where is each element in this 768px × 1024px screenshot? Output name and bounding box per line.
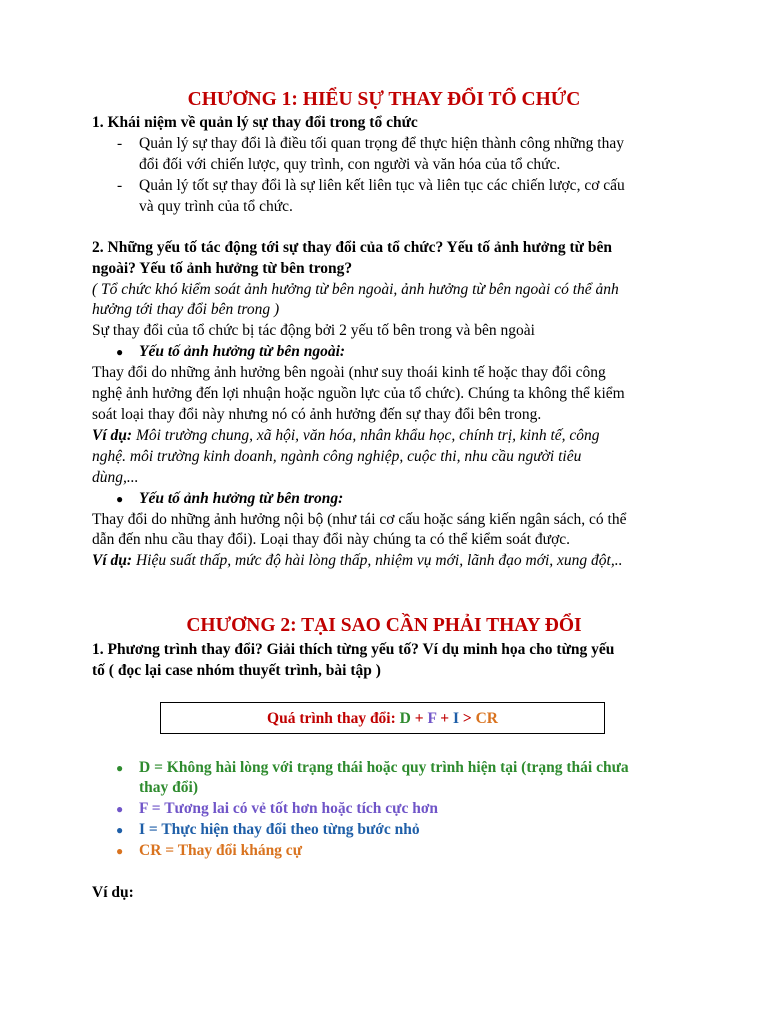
factor-d-line1: D = Không hài lòng với trạng thái hoặc quy trình hiện tại (trạng thái chưa xyxy=(139,759,629,776)
ch1-q2-intro: Sự thay đổi của tổ chức bị tác động bởi 2 yếu tố bên trong và bên ngoài xyxy=(92,322,535,339)
example-label: Ví dụ: xyxy=(92,552,133,569)
internal-example-line xyxy=(92,551,622,571)
formula-label: Quá trình thay đổi: xyxy=(267,710,400,727)
ch1-q2-note-line1: ( Tổ chức khó kiểm soát ảnh hưởng từ bên ngoài, ảnh hưởng từ bên ngoài có thể ảnh xyxy=(92,281,619,298)
ch2-example-label: Ví dụ: xyxy=(92,884,134,901)
example-label: Ví dụ: xyxy=(92,427,133,444)
ch1-q2-note-line2: hưởng tới thay đổi bên trong ) xyxy=(92,301,280,318)
ch1-q1-item1-line1: Quản lý sự thay đổi là điều tối quan trọng để thực hiện thành công những thay xyxy=(139,135,624,152)
internal-body-line2: dẫn đến nhu cầu thay đổi). Loại thay đổi này chúng ta có thể kiểm soát được. xyxy=(92,531,571,548)
internal-example-text: Hiệu suất thấp, mức độ hài lòng thấp, nhiệm vụ mới, lãnh đạo mới, xung đột,.. xyxy=(132,552,623,569)
dash-marker: - xyxy=(117,177,123,194)
formula-gt: > xyxy=(459,710,476,727)
chapter-1-title: CHƯƠNG 1: HIỂU SỰ THAY ĐỔI TỔ CHỨC xyxy=(187,89,581,110)
external-body-line3: soát loại thay đổi này nhưng nó có ảnh hưởng đến sự thay đổi bên trong. xyxy=(92,406,542,423)
factor-d-line2: thay đổi) xyxy=(139,779,198,796)
chapter-2-title: CHƯƠNG 2: TẠI SAO CẦN PHẢI THAY ĐỔI xyxy=(186,615,582,636)
internal-body-line1: Thay đổi do những ảnh hưởng nội bộ (như tái cơ cấu hoặc sáng kiến ngân sách, có thể xyxy=(92,511,627,528)
factor-f: F = Tương lai có vẻ tốt hơn hoặc tích cực hơn xyxy=(139,800,439,817)
formula-cr: CR xyxy=(475,710,498,727)
ch2-q1-heading-line2: tố ( đọc lại case nhóm thuyết trình, bài tập ) xyxy=(92,662,381,679)
internal-factor-label: Yếu tố ảnh hưởng từ bên trong: xyxy=(139,490,344,507)
ch2-q1-heading-line1: 1. Phương trình thay đổi? Giải thích từng yếu tố? Ví dụ minh họa cho từng yếu xyxy=(92,641,615,658)
formula-d: D xyxy=(399,710,411,727)
bullet-icon: ● xyxy=(116,823,124,837)
bullet-icon: ● xyxy=(116,492,124,506)
factor-i: I = Thực hiện thay đổi theo từng bước nhỏ xyxy=(139,821,420,838)
formula-i: I xyxy=(452,710,459,727)
external-example-line3: dùng,... xyxy=(92,469,139,486)
ch1-q2-heading-line2: ngoài? Yếu tố ảnh hưởng từ bên trong? xyxy=(92,260,353,277)
external-example-line1 xyxy=(92,426,600,446)
ch1-q1-heading: 1. Khái niệm về quản lý sự thay đổi trong tổ chức xyxy=(92,114,418,131)
ch1-q2-heading-line1: 2. Những yếu tố tác động tới sự thay đổi của tổ chức? Yếu tố ảnh hưởng từ bên xyxy=(92,239,612,256)
external-example-line2: nghệ. môi trường kinh doanh, ngành công nghiệp, cuộc thi, nhu cầu người tiêu xyxy=(92,448,582,465)
formula-plus: + xyxy=(436,710,453,727)
ch1-q1-item2-line2: và quy trình của tổ chức. xyxy=(139,198,293,215)
factor-cr: CR = Thay đổi kháng cự xyxy=(139,842,302,859)
bullet-icon: ● xyxy=(116,345,124,359)
formula-f: F xyxy=(427,710,437,727)
formula-plus: + xyxy=(410,710,428,727)
formula-box xyxy=(160,702,605,734)
bullet-icon: ● xyxy=(116,761,124,775)
ch1-q1-item2-line1: Quản lý tốt sự thay đổi là sự liên kết liên tục và liên tục các chiến lược, cơ cấu xyxy=(139,177,625,194)
bullet-icon: ● xyxy=(116,802,124,816)
external-body-line1: Thay đổi do những ảnh hưởng bên ngoài (như suy thoái kinh tế hoặc thay đổi công xyxy=(92,364,606,381)
external-body-line2: nghệ ảnh hưởng đến lợi nhuận hoặc nguồn lực của tổ chức). Chúng ta không thể kiểm xyxy=(92,385,625,402)
formula-text xyxy=(161,709,604,729)
external-factor-label: Yếu tố ảnh hưởng từ bên ngoài: xyxy=(139,343,346,360)
external-example-text: Môi trường chung, xã hội, văn hóa, nhân khẩu học, chính trị, kinh tế, công xyxy=(132,427,600,444)
bullet-icon: ● xyxy=(116,844,124,858)
dash-marker: - xyxy=(117,135,123,152)
ch1-q1-item1-line2: đổi đối với chiến lược, quy trình, con người và văn hóa của tổ chức. xyxy=(139,156,561,173)
